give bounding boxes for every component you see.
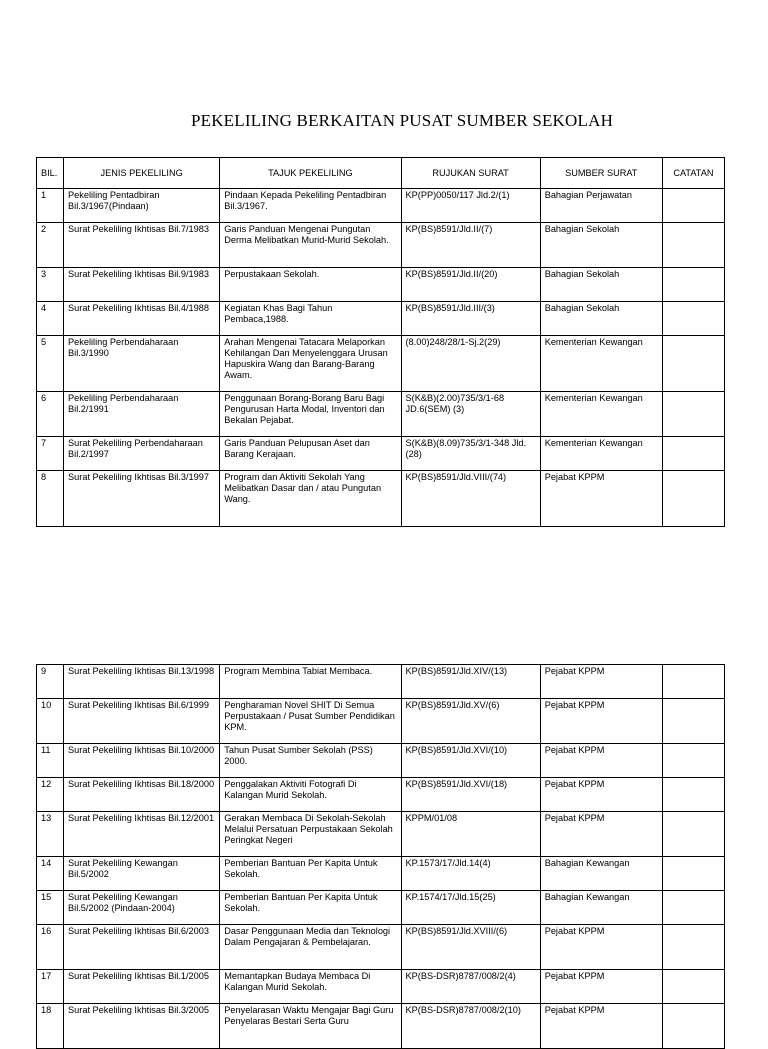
cell-rujukan: KP(BS)8591/Jld.XIV/(13) [401,665,540,699]
cell-rujukan: KP.1574/17/Jld.15(25) [401,891,540,925]
table-row [37,268,725,302]
table-row [37,925,725,970]
cell-tajuk: Kegiatan Khas Bagi Tahun Pembaca,1988. [220,302,401,336]
cell-catatan [662,925,724,970]
header-bil: BIL. [37,158,64,189]
cell-bil: 12 [37,778,64,812]
cell-rujukan: KPPM/01/08 [401,812,540,857]
cell-bil: 3 [37,268,64,302]
cell-sumber: Pejabat KPPM [540,812,662,857]
cell-rujukan: KP(BS)8591/Jld.XVI/(18) [401,778,540,812]
cell-jenis: Surat Pekeliling Ikhtisas Bil.10/2000 [64,744,220,778]
table-row [37,857,725,891]
cell-catatan [662,268,724,302]
cell-jenis: Pekeliling Perbendaharaan Bil.2/1991 [64,392,220,437]
cell-sumber: Bahagian Sekolah [540,302,662,336]
header-sumber: SUMBER SURAT [540,158,662,189]
cell-sumber: Kementerian Kewangan [540,437,662,471]
cell-sumber: Kementerian Kewangan [540,336,662,392]
cell-sumber: Pejabat KPPM [540,970,662,1004]
cell-catatan [662,1004,724,1049]
cell-bil: 8 [37,471,64,527]
cell-jenis: Surat Pekeliling Ikhtisas Bil.9/1983 [64,268,220,302]
cell-rujukan: KP(BS)8591/Jld.III/(3) [401,302,540,336]
cell-catatan [662,336,724,392]
cell-bil: 5 [37,336,64,392]
cell-jenis: Surat Pekeliling Ikhtisas Bil.7/1983 [64,223,220,268]
cell-tajuk: Penyelarasan Waktu Mengajar Bagi Guru Penyelaras Bestari Serta Guru [220,1004,401,1049]
cell-bil: 11 [37,744,64,778]
table-row [37,336,725,392]
cell-catatan [662,778,724,812]
cell-rujukan: KP(BS)8591/Jld.XVI/(10) [401,744,540,778]
cell-sumber: Pejabat KPPM [540,744,662,778]
cell-jenis: Surat Pekeliling Ikhtisas Bil.6/1999 [64,699,220,744]
cell-sumber: Pejabat KPPM [540,699,662,744]
cell-catatan [662,437,724,471]
cell-catatan [662,223,724,268]
cell-catatan [662,699,724,744]
cell-tajuk: Gerakan Membaca Di Sekolah-Sekolah Melalui Persatuan Perpustakaan Sekolah Peringkat Negeri [220,812,401,857]
cell-jenis: Surat Pekeliling Ikhtisas Bil.4/1988 [64,302,220,336]
cell-jenis: Surat Pekeliling Ikhtisas Bil.12/2001 [64,812,220,857]
cell-sumber: Bahagian Kewangan [540,891,662,925]
cell-bil: 6 [37,392,64,437]
cell-rujukan: KP(BS)8591/Jld.II/(20) [401,268,540,302]
cell-sumber: Kementerian Kewangan [540,392,662,437]
cell-catatan [662,189,724,223]
header-jenis: JENIS PEKELILING [64,158,220,189]
cell-bil: 1 [37,189,64,223]
cell-jenis: Surat Pekeliling Perbendaharaan Bil.2/1997 [64,437,220,471]
cell-catatan [662,857,724,891]
cell-rujukan: KP(BS)8591/Jld.VIII/(74) [401,471,540,527]
cell-rujukan: KP(BS-DSR)8787/008/2(10) [401,1004,540,1049]
cell-tajuk: Program dan Aktiviti Sekolah Yang Melibatkan Dasar dan / atau Pungutan Wang. [220,471,401,527]
cell-jenis: Surat Pekeliling Kewangan Bil.5/2002 (Pindaan-2004) [64,891,220,925]
table-row [37,392,725,437]
circular-table-part-2 [36,664,725,1049]
cell-jenis: Surat Pekeliling Ikhtisas Bil.3/2005 [64,1004,220,1049]
table-row [37,471,725,527]
cell-rujukan: KP(BS)8591/Jld.XVIII/(6) [401,925,540,970]
cell-sumber: Pejabat KPPM [540,471,662,527]
cell-bil: 2 [37,223,64,268]
cell-rujukan: KP.1573/17/Jld.14(4) [401,857,540,891]
cell-rujukan: S(K&B)(2.00)735/3/1-68 JD.6(SEM) (3) [401,392,540,437]
header-tajuk: TAJUK PEKELILING [220,158,401,189]
table-row [37,189,725,223]
cell-jenis: Surat Pekeliling Ikhtisas Bil.1/2005 [64,970,220,1004]
header-catatan: CATATAN [662,158,724,189]
cell-tajuk: Garis Panduan Pelupusan Aset dan Barang Kerajaan. [220,437,401,471]
cell-bil: 9 [37,665,64,699]
cell-tajuk: Garis Panduan Mengenai Pungutan Derma Melibatkan Murid-Murid Sekolah. [220,223,401,268]
table-row [37,812,725,857]
table-row [37,699,725,744]
cell-tajuk: Penggunaan Borang-Borang Baru Bagi Pengurusan Harta Modal, Inventori dan Bekalan Pejabat. [220,392,401,437]
table-row [37,223,725,268]
table-row [37,1004,725,1049]
cell-jenis: Surat Pekeliling Ikhtisas Bil.6/2003 [64,925,220,970]
cell-jenis: Surat Pekeliling Ikhtisas Bil.13/1998 [64,665,220,699]
table-row [37,437,725,471]
cell-sumber: Pejabat KPPM [540,665,662,699]
cell-tajuk: Penggalakan Aktiviti Fotografi Di Kalangan Murid Sekolah. [220,778,401,812]
cell-catatan [662,970,724,1004]
cell-catatan [662,471,724,527]
table-row [37,665,725,699]
cell-bil: 15 [37,891,64,925]
page-title: PEKELILING BERKAITAN PUSAT SUMBER SEKOLAH [190,111,614,130]
cell-tajuk: Dasar Penggunaan Media dan Teknologi Dalam Pengajaran & Pembelajaran. [220,925,401,970]
cell-sumber: Pejabat KPPM [540,778,662,812]
table-row [37,744,725,778]
cell-tajuk: Pemberian Bantuan Per Kapita Untuk Sekolah. [220,891,401,925]
cell-tajuk: Program Membina Tabiat Membaca. [220,665,401,699]
header-rujukan: RUJUKAN SURAT [401,158,540,189]
cell-jenis: Pekeliling Pentadbiran Bil.3/1967(Pindaan) [64,189,220,223]
table-row [37,891,725,925]
cell-jenis: Pekeliling Perbendaharaan Bil.3/1990 [64,336,220,392]
table-row [37,970,725,1004]
cell-jenis: Surat Pekeliling Ikhtisas Bil.18/2000 [64,778,220,812]
circular-table-part-1 [36,157,725,527]
cell-sumber: Bahagian Kewangan [540,857,662,891]
cell-sumber: Pejabat KPPM [540,925,662,970]
cell-tajuk: Tahun Pusat Sumber Sekolah (PSS) 2000. [220,744,401,778]
cell-tajuk: Memantapkan Budaya Membaca Di Kalangan Murid Sekolah. [220,970,401,1004]
cell-bil: 13 [37,812,64,857]
cell-catatan [662,891,724,925]
cell-catatan [662,302,724,336]
table-row [37,778,725,812]
cell-sumber: Bahagian Sekolah [540,268,662,302]
cell-tajuk: Perpustakaan Sekolah. [220,268,401,302]
cell-tajuk: Arahan Mengenai Tatacara Melaporkan Kehilangan Dan Menyelenggara Urusan Hapuskira Wang dan Barang-Barang Awam. [220,336,401,392]
cell-tajuk: Pengharaman Novel SHIT Di Semua Perpustakaan / Pusat Sumber Pendidikan KPM. [220,699,401,744]
cell-tajuk: Pemberian Bantuan Per Kapita Untuk Sekolah. [220,857,401,891]
cell-bil: 7 [37,437,64,471]
cell-catatan [662,665,724,699]
cell-bil: 4 [37,302,64,336]
cell-jenis: Surat Pekeliling Kewangan Bil.5/2002 [64,857,220,891]
cell-rujukan: KP(BS-DSR)8787/008/2(4) [401,970,540,1004]
cell-sumber: Bahagian Sekolah [540,223,662,268]
table-row [37,302,725,336]
cell-rujukan: KP(PP)0050/117 Jld.2/(1) [401,189,540,223]
cell-rujukan: S(K&B)(8.09)735/3/1-348 Jld.(28) [401,437,540,471]
cell-sumber: Pejabat KPPM [540,1004,662,1049]
cell-bil: 18 [37,1004,64,1049]
cell-rujukan: (8.00)248/28/1-Sj.2(29) [401,336,540,392]
table-header-row [37,158,725,189]
cell-catatan [662,744,724,778]
cell-tajuk: Pindaan Kepada Pekeliling Pentadbiran Bil.3/1967. [220,189,401,223]
cell-sumber: Bahagian Perjawatan [540,189,662,223]
cell-bil: 16 [37,925,64,970]
cell-catatan [662,392,724,437]
cell-rujukan: KP(BS)8591/Jld.XV/(6) [401,699,540,744]
cell-rujukan: KP(BS)8591/Jld.II/(7) [401,223,540,268]
cell-bil: 10 [37,699,64,744]
cell-bil: 17 [37,970,64,1004]
cell-jenis: Surat Pekeliling Ikhtisas Bil.3/1997 [64,471,220,527]
cell-catatan [662,812,724,857]
cell-bil: 14 [37,857,64,891]
